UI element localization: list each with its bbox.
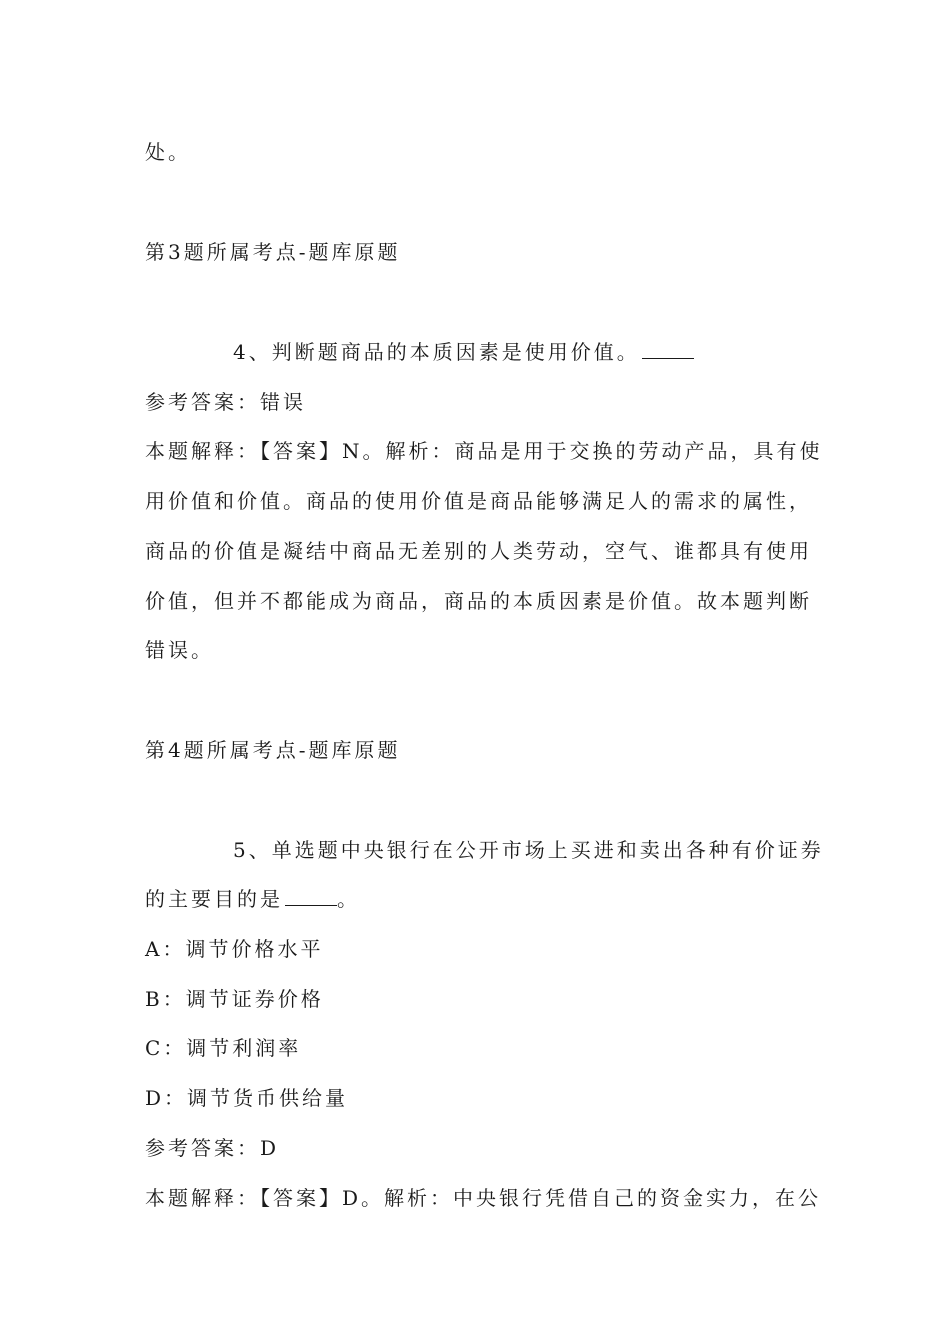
question-5: 5、单选题中央银行在公开市场上买进和卖出各种有价证券 — [233, 838, 824, 862]
answer-blank — [642, 340, 694, 359]
text-line: 处。 — [145, 140, 191, 164]
question-5-end: 。 — [337, 887, 360, 911]
explanation-line: 商品的价值是凝结中商品无差别的人类劳动，空气、谁都具有使用 — [145, 539, 812, 563]
question-4-text: 4、判断题商品的本质因素是使用价值。 — [233, 340, 640, 364]
question-5-text: 的主要目的是 — [145, 887, 283, 911]
question-4 — [233, 338, 694, 366]
explanation-line: 本题解释：【答案】D。解析：中央银行凭借自己的资金实力，在公 — [145, 1186, 822, 1210]
explanation-line: 本题解释：【答案】N。解析：商品是用于交换的劳动产品，具有使 — [145, 439, 823, 463]
knowledge-point-q4: 第4题所属考点-题库原题 — [145, 738, 401, 762]
option-c: C：调节利润率 — [145, 1036, 302, 1060]
option-a: A：调节价格水平 — [145, 937, 324, 961]
explanation-line: 价值，但并不都能成为商品，商品的本质因素是价值。故本题判断 — [145, 589, 812, 613]
reference-answer-q5: 参考答案：D — [145, 1136, 280, 1160]
question-5-continued — [145, 885, 360, 913]
explanation-line: 错误。 — [145, 638, 214, 662]
option-d: D：调节货币供给量 — [145, 1086, 349, 1110]
option-b: B：调节证券价格 — [145, 987, 324, 1011]
reference-answer-q4: 参考答案：错误 — [145, 390, 306, 414]
knowledge-point-q3: 第3题所属考点-题库原题 — [145, 240, 401, 264]
explanation-line: 用价值和价值。商品的使用价值是商品能够满足人的需求的属性， — [145, 489, 812, 513]
answer-blank — [285, 887, 337, 906]
